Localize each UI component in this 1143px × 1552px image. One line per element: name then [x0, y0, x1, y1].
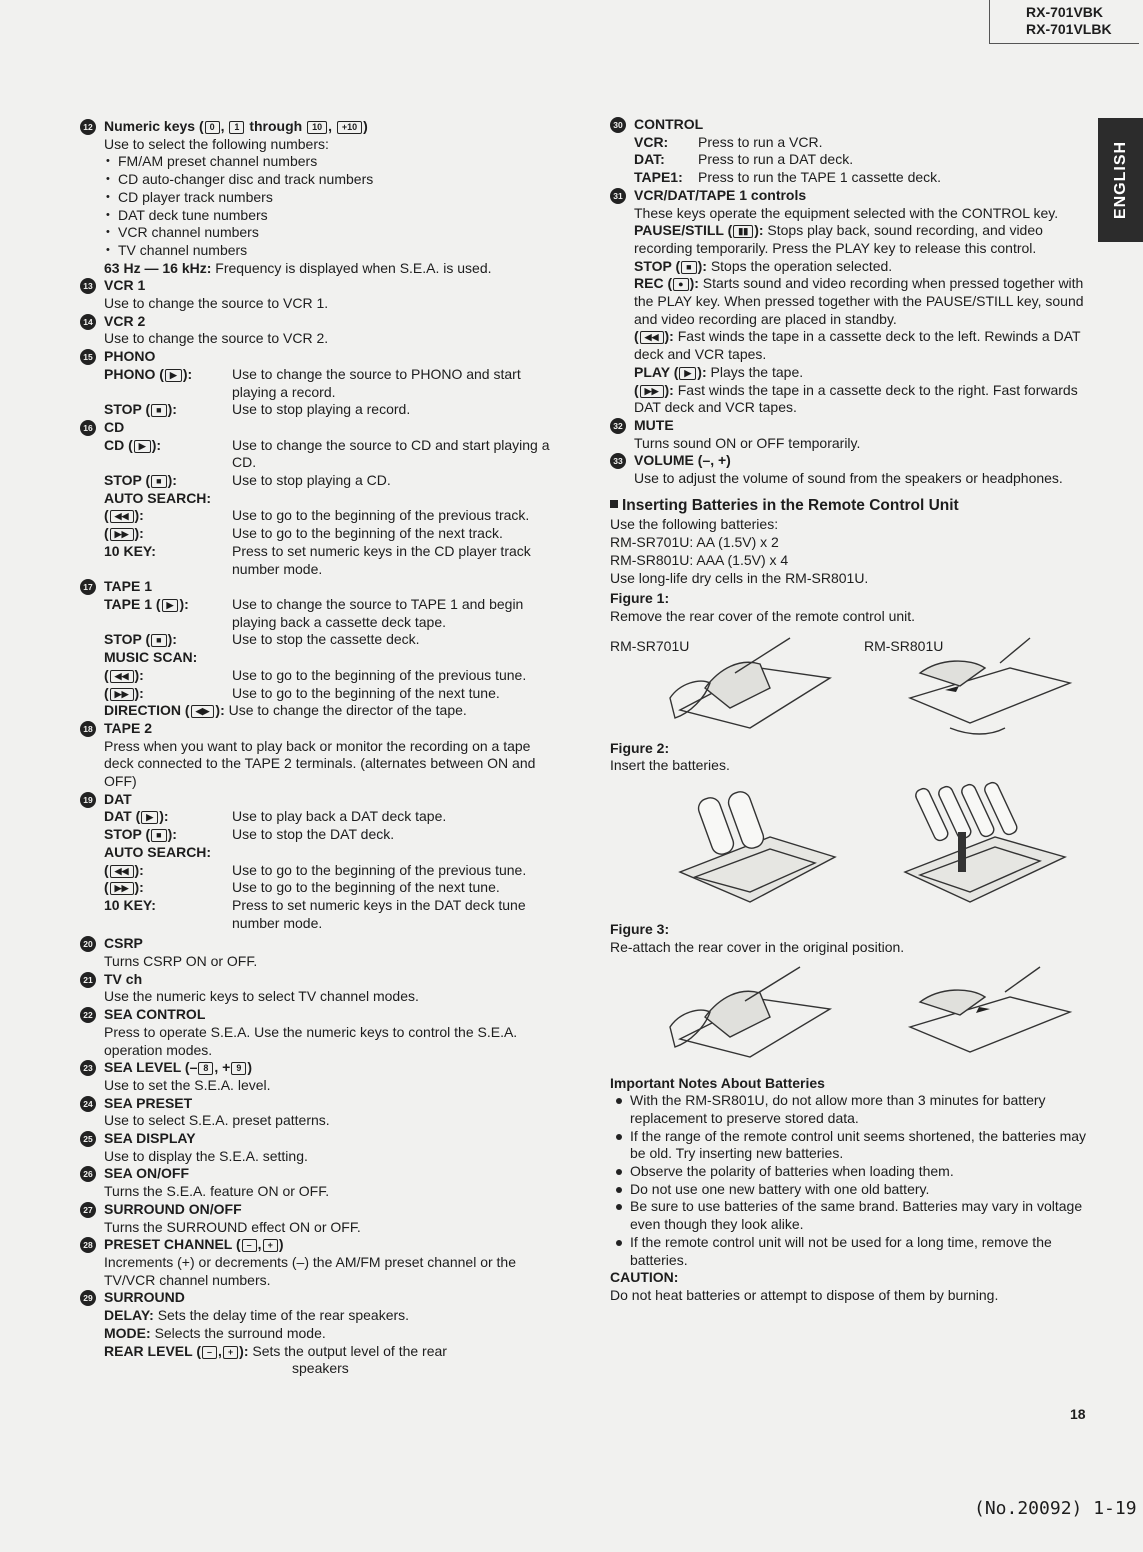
fast-forward-key-icon: ▶▶: [640, 385, 664, 398]
item-text: Turns CSRP ON or OFF.: [104, 953, 258, 970]
skip-back-key-icon: ◀◀: [110, 670, 134, 683]
item-sea-display: [80, 1130, 558, 1165]
figure-1-left-model: RM-SR701U: [610, 637, 690, 654]
plus-key-icon: +: [223, 1346, 238, 1359]
item-text: Use to change the source to VCR 1.: [104, 295, 329, 312]
item-dat: [80, 791, 558, 933]
rewind-key-icon: ◀◀: [640, 331, 664, 344]
item-preset-channel: [80, 1236, 558, 1289]
list-item: If the range of the remote control unit seems shortened, the batteries may be old. Try inserting new batteries.: [610, 1128, 1088, 1163]
figure-1-caption: Remove the rear cover of the remote control unit.: [610, 607, 916, 624]
item-tv-ch: [80, 971, 558, 1006]
item-title: TV ch: [104, 970, 143, 987]
list-item: • CD auto-changer disc and track numbers: [104, 171, 558, 189]
item-text: Use the numeric keys to select TV channel modes.: [104, 988, 419, 1005]
figure-1: [610, 628, 1088, 738]
item-number: 29: [80, 1290, 96, 1306]
item-number: 33: [610, 453, 626, 469]
item-title: TAPE 1: [104, 578, 152, 595]
sub-row: ( ▶▶ ): Use to go to the beginning of the next tune.: [104, 684, 500, 701]
stop-key-icon: ■: [151, 634, 166, 647]
model-name-1: RX-701VBK: [1026, 4, 1104, 20]
plus-key-icon: +: [263, 1239, 278, 1252]
item-title: CD: [104, 418, 125, 435]
item-tape2: [80, 720, 558, 791]
list-item: Observe the polarity of batteries when loading them.: [610, 1163, 1088, 1181]
skip-forward-key-icon: ▶▶: [110, 688, 134, 701]
sub-row: ( ◀◀ ): Use to go to the beginning of the previous tune.: [104, 861, 527, 878]
fast-forward-line: ( ▶▶ ): Fast winds the tape in a cassette deck to the right. Fast forwards DAT deck and VCR tapes.: [634, 381, 1078, 416]
item-surround-onoff: [80, 1201, 558, 1236]
figure-1-right-model: RM-SR801U: [864, 637, 944, 654]
item-title: VCR 1: [104, 277, 146, 294]
key-9-icon: 9: [231, 1062, 246, 1075]
sub-row: ( ◀◀ ): Use to go to the beginning of the previous track.: [104, 507, 530, 524]
skip-back-key-icon: ◀◀: [110, 865, 134, 878]
item-number: 22: [80, 1007, 96, 1023]
battery-line: Use the following batteries:: [610, 516, 779, 533]
skip-forward-key-icon: ▶▶: [110, 882, 134, 895]
sub-row: TAPE1: Press to run the TAPE 1 cassette deck.: [634, 169, 942, 186]
item-title: MUTE: [634, 416, 674, 433]
list-item: Be sure to use batteries of the same brand. Batteries may vary in voltage even though they look alike.: [610, 1198, 1088, 1233]
item-vcr-dat-tape-controls: [610, 187, 1088, 417]
cover-reattach-illustration: [610, 959, 1088, 1071]
document-number: (No.20092) 1-19: [974, 1498, 1137, 1519]
figure-3-caption: Re-attach the rear cover in the original position.: [610, 938, 905, 955]
sub-row: STOP ( ■ ): Use to stop the DAT deck.: [104, 826, 395, 843]
item-number: 31: [610, 188, 626, 204]
freq-line: 63 Hz — 16 kHz: Frequency is displayed when S.E.A. is used.: [104, 259, 492, 276]
item-phono: [80, 348, 558, 419]
skip-back-key-icon: ◀◀: [110, 510, 134, 523]
key-8-icon: 8: [198, 1062, 213, 1075]
item-number: 15: [80, 349, 96, 365]
item-number: 19: [80, 792, 96, 808]
item-number: 24: [80, 1096, 96, 1112]
battery-insertion-illustration: [610, 777, 1088, 919]
sub-row: STOP ( ■ ): Use to stop the cassette deck.: [104, 631, 420, 648]
page-number: 18: [1070, 1406, 1086, 1422]
battery-line: RM-SR701U: AA (1.5V) x 2: [610, 534, 779, 551]
skip-forward-key-icon: ▶▶: [110, 528, 134, 541]
sub-heading: AUTO SEARCH:: [104, 843, 212, 860]
list-item: Do not use one new battery with one old battery.: [610, 1181, 1088, 1199]
item-number: 18: [80, 721, 96, 737]
list-item: • FM/AM preset channel numbers: [104, 153, 558, 171]
item-title: CSRP: [104, 935, 143, 952]
figure-2: [610, 777, 1088, 919]
item-cd: [80, 419, 558, 578]
stop-key-icon: ■: [151, 829, 166, 842]
sub-row: ( ▶▶ ): Use to go to the beginning of the next track.: [104, 525, 503, 542]
item-title: VCR/DAT/TAPE 1 controls: [634, 186, 807, 203]
item-csrp: [80, 935, 558, 970]
model-name-2: RX-701VLBK: [1026, 21, 1112, 37]
sub-row: TAPE 1 ( ▶ ): Use to change the source to TAPE 1 and begin playing back a cassette deck tape.: [104, 595, 524, 630]
sub-row: 10 KEY: Press to set numeric keys in the DAT deck tune number mode.: [104, 896, 526, 931]
mode-line: MODE: Selects the surround mode.: [104, 1324, 326, 1341]
item-text: Use to select S.E.A. preset patterns.: [104, 1112, 330, 1129]
minus-key-icon: –: [242, 1239, 257, 1252]
battery-line: Use long-life dry cells in the RM-SR801U.: [610, 569, 869, 586]
item-sea-control: [80, 1006, 558, 1059]
key-1-icon: 1: [229, 121, 244, 134]
item-number: 27: [80, 1202, 96, 1218]
item-vcr2: [80, 313, 558, 348]
sub-heading: AUTO SEARCH:: [104, 489, 212, 506]
delay-line: DELAY: Sets the delay time of the rear speakers.: [104, 1307, 410, 1324]
stop-key-icon: ■: [681, 261, 696, 274]
rear-level-line: REAR LEVEL ( – , + ): Sets the output level of the rear: [104, 1342, 447, 1359]
play-key-icon: ▶: [162, 599, 179, 612]
list-item: • TV channel numbers: [104, 242, 558, 260]
sub-row: DAT: Press to run a DAT deck.: [634, 151, 854, 168]
right-column: [610, 116, 1088, 1305]
item-title: SEA PRESET: [104, 1094, 193, 1111]
direction-line: DIRECTION ( ◀▶ ): Use to change the director of the tape.: [104, 702, 467, 719]
notes-title: Important Notes About Batteries: [610, 1074, 825, 1091]
item-title: SURROUND: [104, 1289, 185, 1306]
rec-line: REC ( ● ): Starts sound and video recording when pressed together with the PLAY key. When pressed together with the PAUSE/STILL key, sound and video recording are placed in standby.: [634, 275, 1084, 327]
item-text: Use to set the S.E.A. level.: [104, 1076, 271, 1093]
figure-1-label: Figure 1:: [610, 590, 670, 607]
item-title: SEA CONTROL: [104, 1006, 206, 1023]
list-item: • DAT deck tune numbers: [104, 207, 558, 225]
item-control: [610, 116, 1088, 187]
item-surround: [80, 1289, 558, 1378]
direction-key-icon: ◀▶: [191, 705, 215, 718]
item-number: 16: [80, 420, 96, 436]
play-key-icon: ▶: [141, 811, 158, 824]
caution-title: CAUTION:: [610, 1269, 679, 1286]
record-key-icon: ●: [673, 278, 688, 291]
item-number: 21: [80, 972, 96, 988]
stop-line: STOP ( ■ ): Stops the operation selected.: [634, 257, 893, 274]
item-title: TAPE 2: [104, 719, 152, 736]
item-intro: Use to select the following numbers:: [104, 135, 329, 152]
battery-line: RM-SR801U: AAA (1.5V) x 4: [610, 551, 789, 568]
language-tab: [1098, 118, 1143, 242]
sub-row: PHONO ( ▶ ): Use to change the source to PHONO and start playing a record.: [104, 365, 521, 400]
sub-row: 10 KEY: Press to set numeric keys in the CD player track number mode.: [104, 542, 531, 577]
item-tape1: [80, 578, 558, 720]
left-column: [80, 118, 558, 1378]
item-number: 14: [80, 314, 96, 330]
play-key-icon: ▶: [679, 367, 696, 380]
sub-row: ( ▶▶ ): Use to go to the beginning of the next tune.: [104, 879, 500, 896]
stop-key-icon: ■: [151, 404, 166, 417]
item-sea-onoff: [80, 1165, 558, 1200]
item-intro: These keys operate the equipment selected with the CONTROL key.: [634, 204, 1059, 221]
list-item: • VCR channel numbers: [104, 224, 558, 242]
figure-2-caption: Insert the batteries.: [610, 757, 730, 774]
list-item: With the RM-SR801U, do not allow more than 3 minutes for battery replacement to preserve stored data.: [610, 1092, 1088, 1127]
item-volume: [610, 452, 1088, 487]
figure-2-label: Figure 2:: [610, 739, 670, 756]
rear-level-line-2: speakers: [292, 1360, 349, 1377]
figure-3: [610, 959, 1088, 1071]
item-vcr1: [80, 277, 558, 312]
sub-row: STOP ( ■ ): Use to stop playing a record.: [104, 401, 411, 418]
item-text: Turns the SURROUND effect ON or OFF.: [104, 1218, 361, 1235]
key-10-icon: 10: [307, 121, 327, 134]
item-number: 28: [80, 1237, 96, 1253]
item-number: 26: [80, 1166, 96, 1182]
item-mute: [610, 417, 1088, 452]
item-title: SEA DISPLAY: [104, 1130, 196, 1147]
item-number: 32: [610, 418, 626, 434]
item-title: DAT: [104, 790, 132, 807]
sub-row: STOP ( ■ ): Use to stop playing a CD.: [104, 472, 391, 489]
item-number: 30: [610, 117, 626, 133]
play-key-icon: ▶: [134, 440, 151, 453]
language-tab-label: ENGLISH: [1111, 140, 1129, 220]
item-title: Numeric keys ( 0 , 1 through 10 , +10 ): [104, 118, 368, 134]
stop-key-icon: ■: [151, 475, 166, 488]
item-title: VCR 2: [104, 312, 146, 329]
sub-row: ( ◀◀ ): Use to go to the beginning of the previous tune.: [104, 666, 527, 683]
item-number: 17: [80, 579, 96, 595]
figure-3-label: Figure 3:: [610, 921, 670, 938]
sub-row: VCR: Press to run a VCR.: [634, 133, 823, 150]
key-0-icon: 0: [205, 121, 220, 134]
list-item: • CD player track numbers: [104, 189, 558, 207]
item-numeric-keys: [80, 118, 558, 277]
item-text: Turns sound ON or OFF temporarily.: [634, 434, 861, 451]
rewind-line: ( ◀◀ ): Fast winds the tape in a cassette deck to the left. Rewinds a DAT deck and VCR tapes.: [634, 328, 1081, 363]
item-text: Use to adjust the volume of sound from the speakers or headphones.: [634, 470, 1063, 487]
item-number: 12: [80, 119, 96, 135]
remote-cover-removal-illustration: [610, 628, 1088, 738]
pause-key-icon: ▮▮: [733, 225, 753, 238]
item-title: SEA LEVEL (– 8 , + 9 ): [104, 1059, 253, 1076]
item-title: SEA ON/OFF: [104, 1165, 190, 1182]
item-number: 23: [80, 1060, 96, 1076]
sub-row: DAT ( ▶ ): Use to play back a DAT deck tape.: [104, 808, 447, 825]
sub-row: CD ( ▶ ): Use to change the source to CD and start playing a CD.: [104, 436, 550, 471]
item-sea-level: [80, 1059, 558, 1094]
pause-line: PAUSE/STILL ( ▮▮ ): Stops play back, sound recording, and video recording temporarily. Press the PLAY key to release this control.: [634, 222, 1043, 256]
item-number: 25: [80, 1131, 96, 1147]
item-sea-preset: [80, 1095, 558, 1130]
list-item: If the remote control unit will not be used for a long time, remove the batteries.: [610, 1234, 1088, 1269]
item-text: Press to operate S.E.A. Use the numeric keys to control the S.E.A. operation modes.: [104, 1023, 518, 1058]
sub-heading: MUSIC SCAN:: [104, 649, 198, 666]
item-text: Turns the S.E.A. feature ON or OFF.: [104, 1183, 330, 1200]
item-title: SURROUND ON/OFF: [104, 1200, 242, 1217]
item-text: Use to change the source to VCR 2.: [104, 330, 329, 347]
key-plus10-icon: +10: [337, 121, 362, 134]
item-text: Press when you want to play back or monitor the recording on a tape deck connected to the TAPE 2 terminals. (alternates between ON and OFF): [104, 737, 536, 790]
item-title: VOLUME (–, +): [634, 452, 731, 469]
square-bullet-icon: [610, 500, 618, 508]
item-text: Use to display the S.E.A. setting.: [104, 1147, 308, 1164]
batteries-section-title: Inserting Batteries in the Remote Control Unit: [610, 497, 1088, 515]
item-number: 13: [80, 278, 96, 294]
play-line: PLAY ( ▶ ): Plays the tape.: [634, 363, 804, 380]
minus-key-icon: –: [202, 1346, 217, 1359]
item-text: Increments (+) or decrements (–) the AM/FM preset channel or the TV/VCR channel numbers.: [104, 1254, 517, 1288]
caution-text: Do not heat batteries or attempt to dispose of them by burning.: [610, 1286, 999, 1303]
item-title: PRESET CHANNEL ( – , + ): [104, 1236, 284, 1253]
item-title: PHONO: [104, 348, 156, 365]
play-key-icon: ▶: [165, 369, 182, 382]
item-title: CONTROL: [634, 116, 704, 132]
item-number: 20: [80, 936, 96, 952]
model-box: [989, 0, 1139, 44]
